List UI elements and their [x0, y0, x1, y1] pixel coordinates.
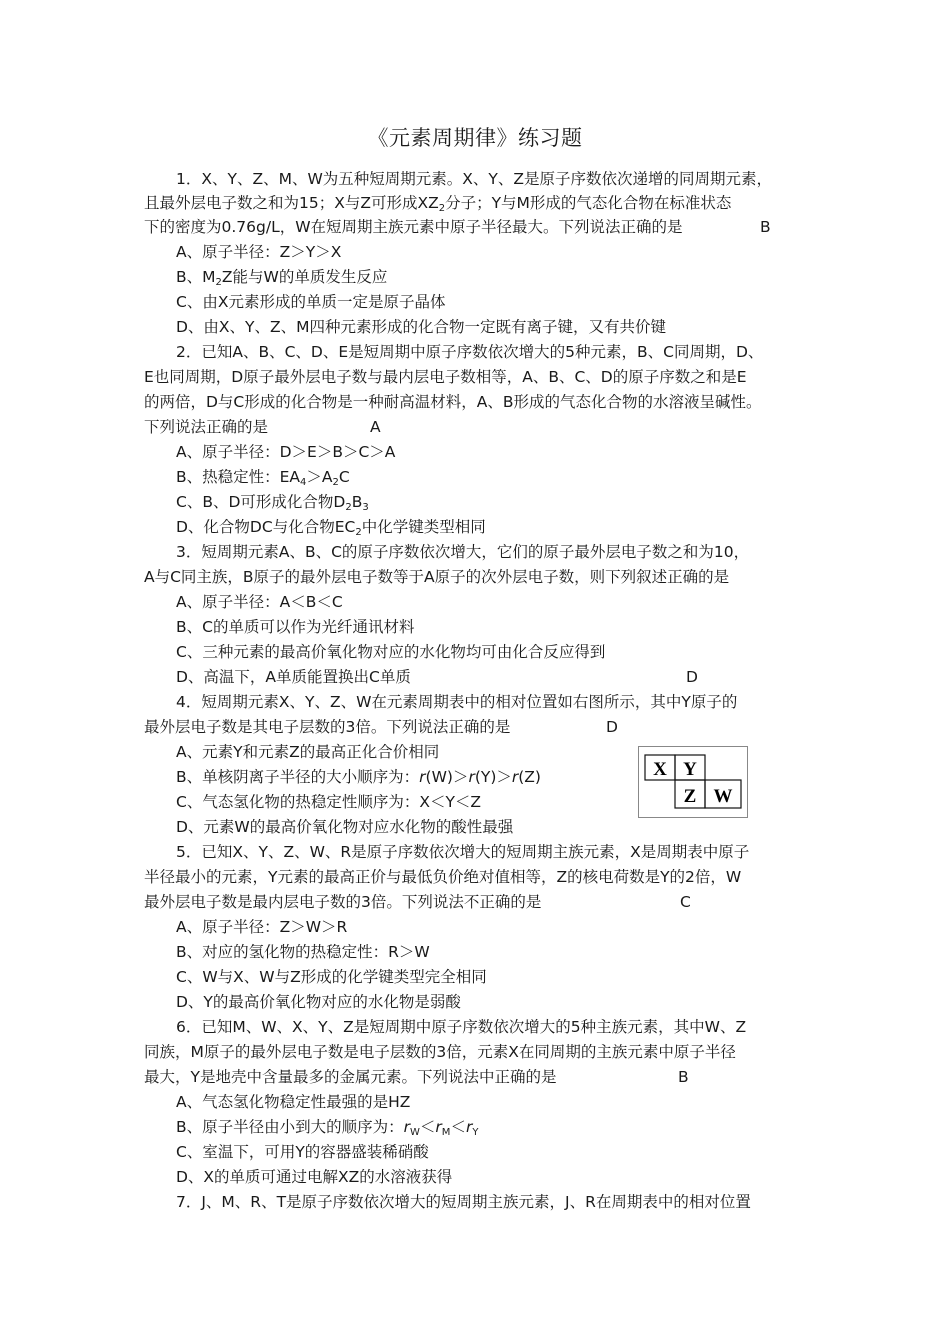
q1-stem-line2: 且最外层电子数之和为15；X与Z可形成$XZ_2$分子；Y与M形成的气态化合物在标准状态 [144, 194, 732, 214]
cell-z-label: Z [683, 786, 697, 807]
q1-answer: B [760, 218, 771, 236]
q3-option-c: C、三种元素的最高价氧化物对应的水化物均可由化合反应得到 [176, 643, 606, 661]
q2-stem-line3: 的两倍，D与C形成的化合物是一种耐高温材料，A、B形成的气态化合物的水溶液呈碱性。 [144, 393, 762, 411]
q1-option-d: D、由X、Y、Z、M四种元素形成的化合物一定既有离子键，又有共价键 [176, 318, 667, 336]
q6-stem-line1: 6．已知M、W、X、Y、Z是短周期中原子序数依次增大的5种主族元素，其中W、Z [176, 1018, 747, 1036]
q3-option-d: D、高温下，A单质能置换出C单质 [176, 668, 411, 686]
q4-option-b: B、单核阴离子半径的大小顺序为：r(W)＞r(Y)＞r(Z) [176, 768, 541, 786]
cell-y-label: Y [683, 759, 697, 780]
q6-stem-line3: 最大，Y是地壳中含量最多的金属元素。下列说法中正确的是 [144, 1068, 557, 1086]
q2-option-a: A、原子半径：D＞E＞B＞C＞A [176, 443, 396, 461]
q1-option-c: C、由X元素形成的单质一定是原子晶体 [176, 293, 446, 311]
q4-stem-line2: 最外层电子数是其电子层数的3倍。下列说法正确的是 [144, 718, 511, 736]
q5-option-a: A、原子半径：Z＞W＞R [176, 918, 348, 936]
q1-option-a: A、原子半径：Z＞Y＞X [176, 243, 342, 261]
q5-answer: C [680, 893, 691, 911]
q4-answer: D [606, 718, 618, 736]
q3-answer: D [686, 668, 698, 686]
q4-stem-line1: 4．短周期元素X、Y、Z、W在元素周期表中的相对位置如右图所示，其中Y原子的 [176, 693, 738, 711]
q5-option-c: C、W与X、W与Z形成的化学键类型完全相同 [176, 968, 487, 986]
q5-stem-line2: 半径最小的元素，Y元素的最高正价与最低负价绝对值相等，Z的核电荷数是Y的2倍，W [144, 868, 742, 886]
q2-option-b: B、热稳定性：$EA_4>A_2C$ [176, 468, 350, 488]
q2-stem-line4: 下列说法正确的是 [144, 418, 269, 436]
q5-option-b: B、对应的氢化物的热稳定性：R＞W [176, 943, 430, 961]
q6-option-b: B、原子半径由小到大的顺序为：$r_W<r_M<r_Y$ [176, 1118, 479, 1138]
q3-option-b: B、C的单质可以作为光纤通讯材料 [176, 618, 415, 636]
q6-option-d: D、X的单质可通过电解XZ的水溶液获得 [176, 1168, 453, 1186]
q1-stem-line3: 下的密度为0.76g/L，W在短周期主族元素中原子半径最大。下列说法正确的是 [144, 218, 683, 236]
q4-option-a: A、元素Y和元素Z的最高正化合价相同 [176, 743, 440, 761]
q7-stem-line1: 7．J、M、R、T是原子序数依次增大的短周期主族元素，J、R在周期表中的相对位置 [176, 1193, 751, 1211]
q3-option-a: A、原子半径：A＜B＜C [176, 593, 343, 611]
q1-option-b: B、$M_2Z$能与W的单质发生反应 [176, 268, 388, 288]
q5-option-d: D、Y的最高价氧化物对应的水化物是弱酸 [176, 993, 461, 1011]
q4-option-d: D、元素W的最高价氧化物对应水化物的酸性最强 [176, 818, 514, 836]
cell-w-label: W [713, 786, 733, 807]
q5-stem-line3: 最外层电子数是最内层电子数的3倍。下列说法不正确的是 [144, 893, 542, 911]
q6-stem-line2: 同族，M原子的最外层电子数是电子层数的3倍，元素X在同周期的主族元素中原子半径 [144, 1043, 736, 1061]
q6-option-c: C、室温下，可用Y的容器盛装稀硝酸 [176, 1143, 429, 1161]
q2-option-c: C、B、D可形成化合物$D_2B_3$ [176, 493, 369, 513]
q2-answer: A [370, 418, 381, 436]
q1-stem-line1: 1．X、Y、Z、M、W为五种短周期元素。X、Y、Z是原子序数依次递增的同周期元素， [176, 170, 772, 188]
q2-stem-line1: 2．已知A、B、C、D、E是短周期中原子序数依次增大的5种元素，B、C同周期，D、 [176, 343, 764, 361]
q2-stem-line2: E也同周期，D原子最外层电子数与最内层电子数相等，A、B、C、D的原子序数之和是E [144, 368, 747, 386]
q6-option-a: A、气态氢化物稳定性最强的是HZ [176, 1093, 411, 1111]
q3-stem-line2: A与C同主族，B原子的最外层电子数等于A原子的次外层电子数，则下列叙述正确的是 [144, 568, 730, 586]
q6-answer: B [678, 1068, 689, 1086]
q3-stem-line1: 3．短周期元素A、B、C的原子序数依次增大，它们的原子最外层电子数之和为10， [176, 543, 750, 561]
q4-option-c: C、气态氢化物的热稳定性顺序为：X＜Y＜Z [176, 793, 482, 811]
page-title: 《元素周期律》练习题 [367, 126, 583, 150]
periodic-position-figure [638, 746, 748, 818]
q5-stem-line1: 5．已知X、Y、Z、W、R是原子序数依次增大的短周期主族元素，X是周期表中原子 [176, 843, 750, 861]
cell-x-label: X [653, 759, 667, 780]
q2-option-d: D、化合物DC与化合物$EC_2$中化学键类型相同 [176, 518, 486, 538]
